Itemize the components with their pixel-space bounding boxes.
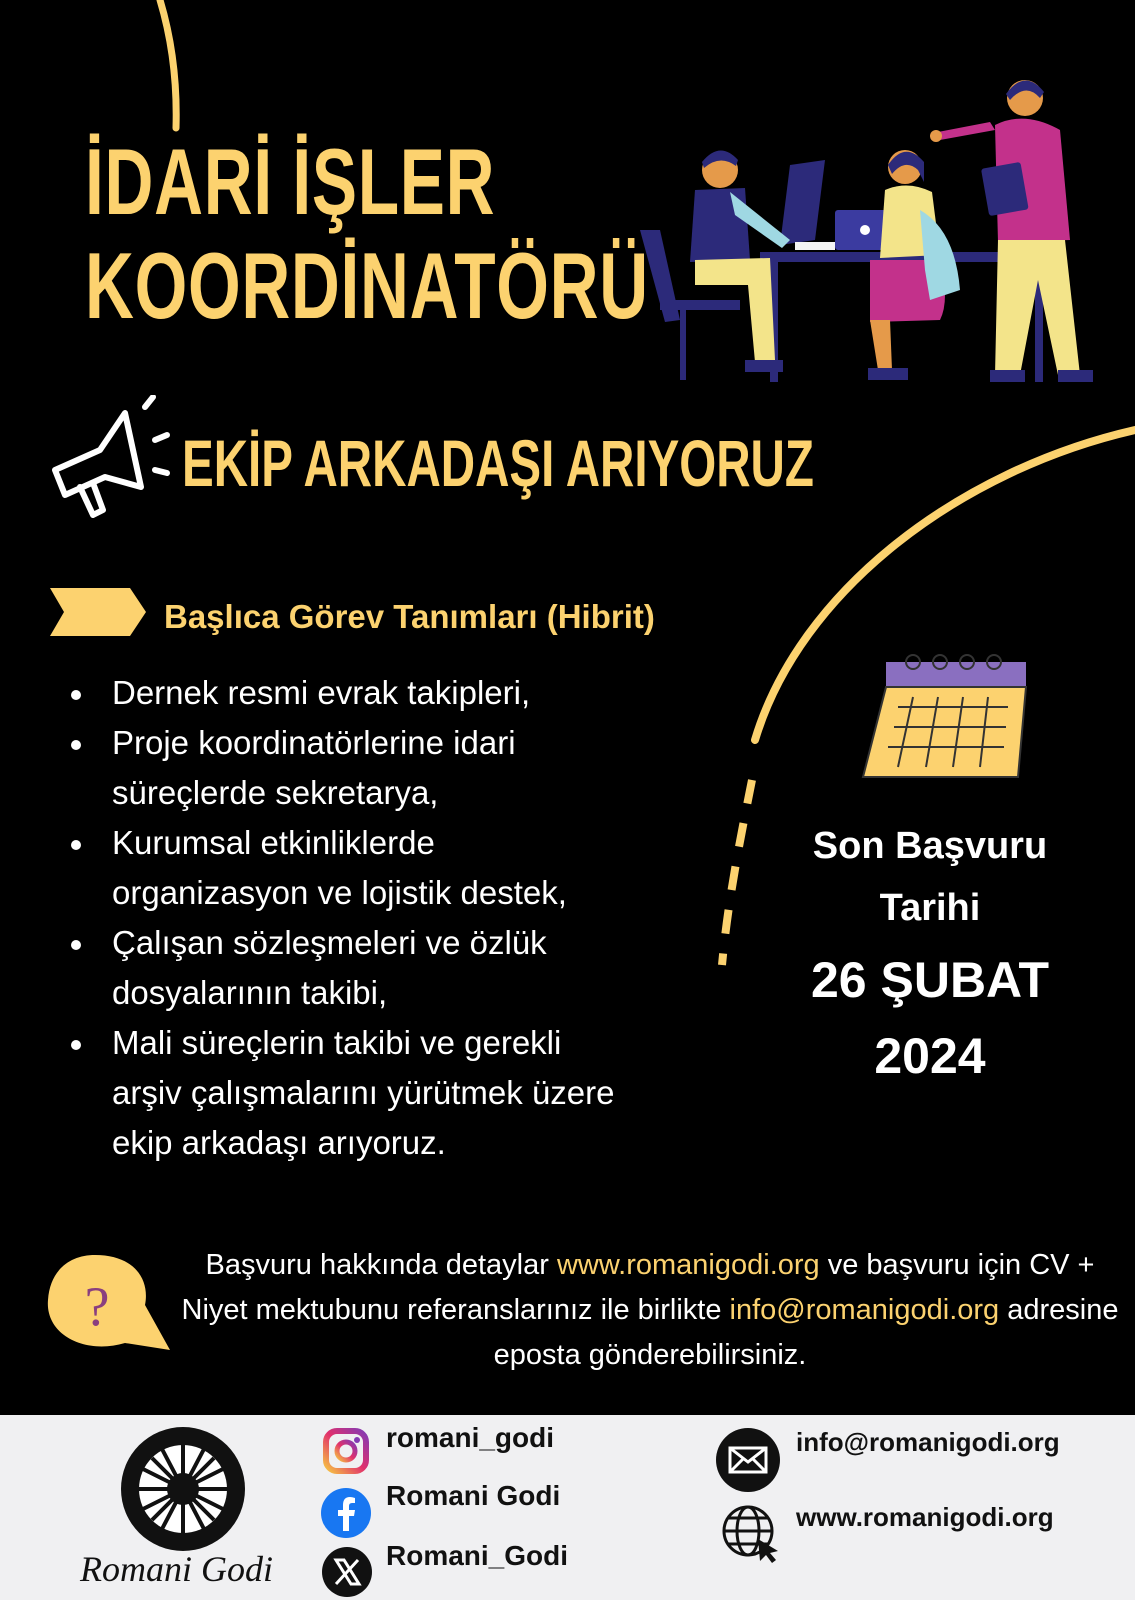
x-icon[interactable]	[322, 1547, 372, 1597]
duty-item: Mali süreçlerin takibi ve gerekli arşiv çalışmalarını yürütmek üzere ekip arkadaşı arıyoruz.	[112, 1018, 632, 1168]
deadline-label-line1: Son Başvuru	[812, 825, 1048, 867]
application-info	[170, 1243, 1130, 1378]
mail-icon[interactable]	[715, 1427, 781, 1493]
info-text-2: ve başvuru için CV + Niyet mektubunu referanslarınız ile birlikte	[181, 1249, 1095, 1326]
section-title: Başlıca Görev Tanımları (Hibrit)	[164, 598, 655, 635]
deadline-date-line2: 2024	[874, 1028, 986, 1084]
info-text-1: Başvuru hakkında detaylar	[205, 1249, 557, 1281]
title-line-2: KOORDİNATÖRÜ	[85, 233, 649, 338]
logo-text: Romani Godi	[80, 1549, 273, 1589]
info-text-3: adresine eposta gönderebilirsiniz.	[493, 1294, 1119, 1371]
deadline-label-line2: Tarihi	[879, 887, 981, 929]
footer-website[interactable]: www.romanigodi.org	[796, 1502, 1054, 1532]
instagram-handle[interactable]: romani_godi	[386, 1422, 555, 1453]
page-title	[85, 130, 649, 338]
footer-email[interactable]: info@romanigodi.org	[796, 1427, 1060, 1457]
romani-godi-logo-icon	[118, 1425, 248, 1553]
calendar-icon	[858, 652, 1038, 792]
svg-text:?: ?	[84, 1276, 110, 1338]
website-link[interactable]: www.romanigodi.org	[556, 1249, 820, 1281]
duties-list	[64, 668, 712, 1168]
footer	[0, 1415, 1135, 1600]
instagram-icon[interactable]	[322, 1427, 370, 1475]
duty-item: Kurumsal etkinliklerde organizasyon ve lojistik destek,	[112, 818, 632, 918]
question-bubble-icon	[45, 1255, 175, 1360]
email-link[interactable]: info@romanigodi.org	[729, 1294, 1000, 1326]
duty-item: Çalışan sözleşmeleri ve özlük dosyalarının takibi,	[112, 918, 612, 1018]
x-handle[interactable]: Romani_Godi	[386, 1540, 569, 1571]
deadline-date	[780, 942, 1080, 1094]
facebook-icon[interactable]	[320, 1487, 372, 1539]
duty-item: Proje koordinatörlerine idari süreçlerde sekretarya,	[112, 718, 582, 818]
office-team-illustration	[640, 70, 1110, 400]
facebook-name[interactable]: Romani Godi	[386, 1480, 561, 1511]
megaphone-icon	[45, 395, 175, 530]
deadline-date-line1: 26 ŞUBAT	[810, 952, 1049, 1008]
duty-item: Dernek resmi evrak takipleri,	[112, 668, 712, 718]
deadline-label	[780, 815, 1080, 939]
section-arrow-icon	[50, 588, 146, 636]
globe-cursor-icon[interactable]	[720, 1503, 782, 1565]
subtitle: EKİP ARKADAŞI ARIYORUZ	[182, 426, 814, 500]
title-line-1: İDARİ İŞLER	[85, 129, 496, 234]
